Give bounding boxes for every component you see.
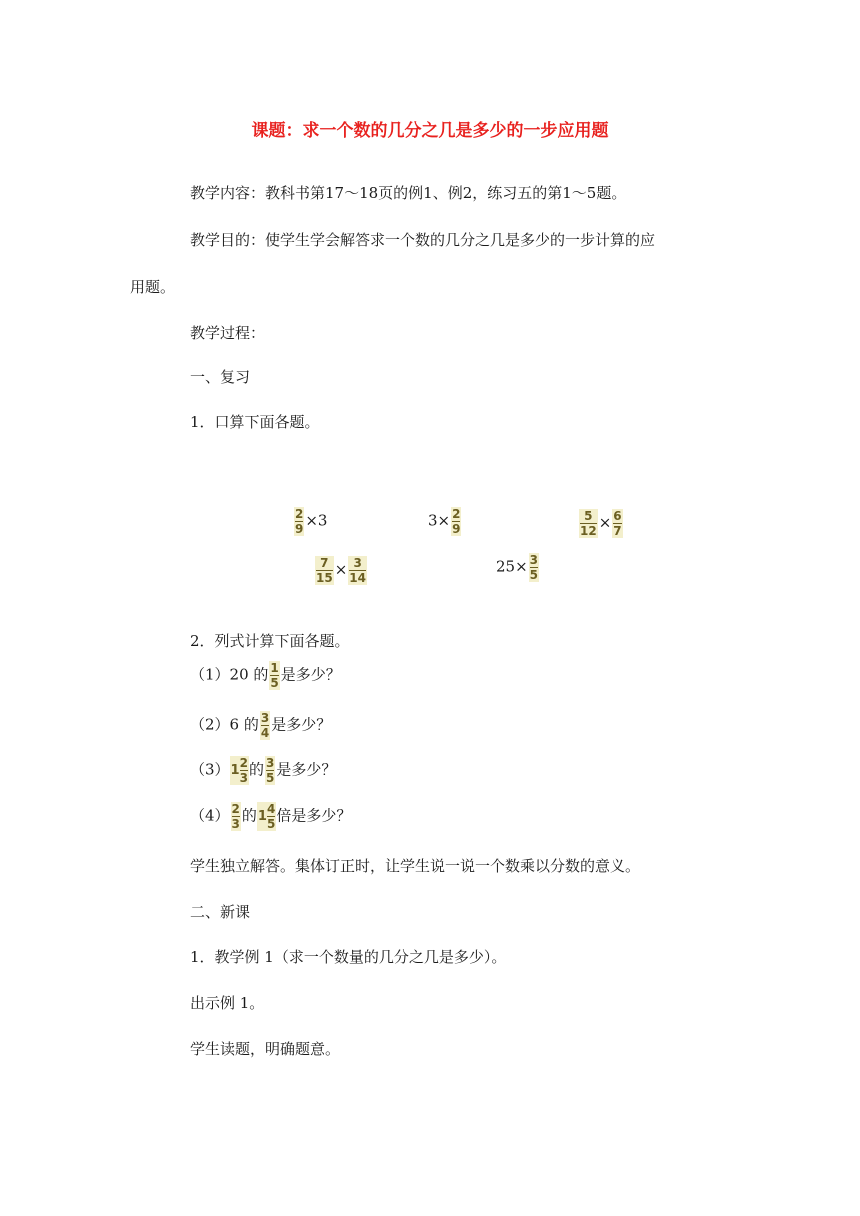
- expr-4: $\frac{7}{15}$ × $\frac{3}{14}$: [316, 556, 366, 585]
- new-lesson-item-1: 1．教学例 1（求一个数量的几分之几是多少）。: [190, 948, 507, 966]
- fraction: $\frac{6}{7}$: [613, 509, 622, 538]
- written-calc-heading: 2．列式计算下面各题。: [190, 632, 350, 650]
- mixed-number: 1 $\frac{2}{3}$: [230, 756, 248, 785]
- review-note: 学生独立解答。集体订正时，让学生说一说一个数乘以分数的意义。: [190, 857, 641, 875]
- question-3: （3）1 $\frac{2}{3}$ 的 $\frac{3}{5}$ 是多少？: [190, 756, 337, 785]
- question-1: （1）20 的 $\frac{1}{5}$ 是多少？: [190, 661, 341, 690]
- fraction: $\frac{3}{4}$: [260, 711, 270, 740]
- expr-3: $\frac{5}{12}$ × $\frac{6}{7}$: [580, 509, 622, 538]
- expr-5: 25× $\frac{3}{5}$: [496, 553, 539, 582]
- teaching-content: 教学内容：教科书第17～18页的例1、例2，练习五的第1～5题。: [190, 184, 627, 202]
- teaching-goal-line2: 用题。: [130, 278, 176, 296]
- lesson-title: 课题：求一个数的几分之几是多少的一步应用题: [251, 121, 609, 141]
- question-2: （2）6 的 $\frac{3}{4}$ 是多少？: [190, 711, 332, 740]
- fraction: $\frac{1}{5}$: [270, 661, 279, 690]
- teaching-goal-line1: 教学目的：使学生学会解答求一个数的几分之几是多少的一步计算的应: [190, 231, 656, 249]
- fraction: $\frac{3}{5}$: [265, 756, 275, 785]
- section-review-heading: 一、复习: [190, 368, 251, 386]
- question-4: （4） $\frac{2}{3}$ 的1 $\frac{4}{5}$ 倍是多少？: [190, 802, 352, 831]
- fraction: $\frac{3}{5}$: [529, 553, 539, 582]
- show-example: 出示例 1。: [190, 994, 265, 1012]
- fraction: $\frac{2}{9}$: [295, 507, 304, 536]
- fraction: $\frac{5}{12}$: [580, 509, 597, 538]
- fraction: $\frac{2}{9}$: [452, 507, 461, 536]
- teaching-process: 教学过程：: [190, 324, 266, 342]
- expr-2: 3× $\frac{2}{9}$: [428, 507, 461, 536]
- expr-1: $\frac{2}{9}$ ×3: [295, 507, 328, 536]
- mixed-number: 1 $\frac{4}{5}$: [257, 802, 276, 831]
- student-reading: 学生读题，明确题意。: [190, 1040, 341, 1058]
- fraction: $\frac{2}{3}$: [231, 802, 240, 831]
- fraction: $\frac{7}{15}$: [316, 556, 333, 585]
- oral-calc-heading: 1．口算下面各题。: [190, 413, 320, 431]
- fraction: $\frac{3}{14}$: [349, 556, 366, 585]
- section-new-heading: 二、新课: [190, 903, 251, 921]
